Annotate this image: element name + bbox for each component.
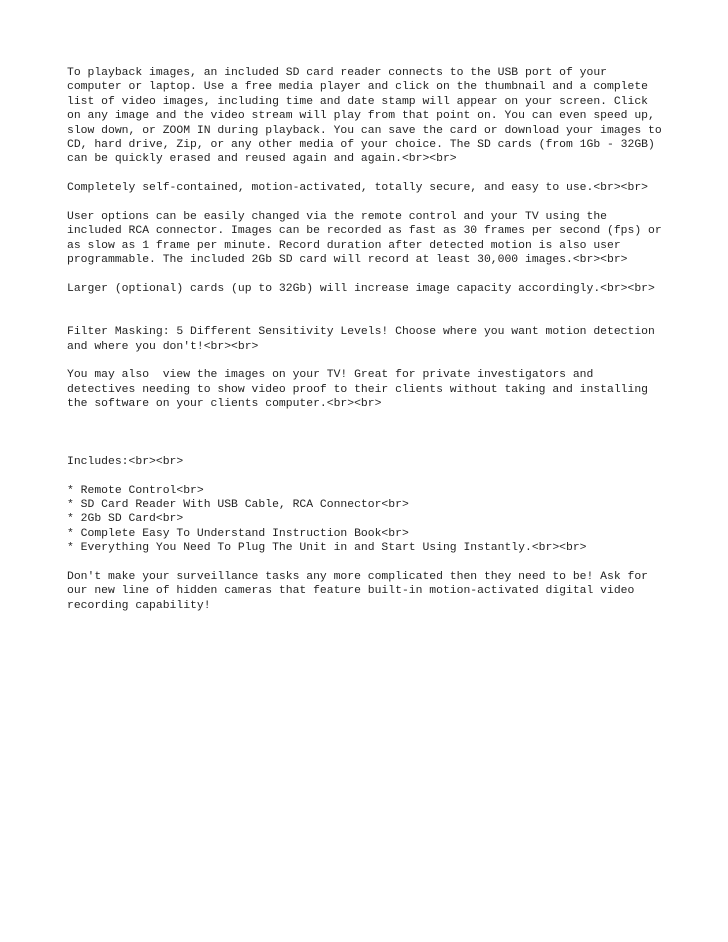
- paragraph-filter-masking: Filter Masking: 5 Different Sensitivity Levels! Choose where you want motion detection and where you don't!<br><br>: [67, 326, 662, 353]
- paragraph-view-on-tv: You may also view the images on your TV! Great for private investigators and detectives needing to show video proof to their clients without taking and installing the software on your clients computer.<br><br>: [67, 369, 655, 411]
- paragraph-self-contained: Completely self-contained, motion-activated, totally secure, and easy to use.<br><br>: [67, 182, 649, 195]
- paragraph-includes-heading: Includes:<br><br>: [67, 455, 184, 468]
- paragraph-larger-cards: Larger (optional) cards (up to 32Gb) will increase image capacity accordingly.<br><br>: [67, 283, 655, 296]
- document-page: [67, 66, 667, 613]
- paragraph-closing: Don't make your surveillance tasks any more complicated then they need to be! Ask for our new line of hidden cameras that feature built-in motion-activated digital video recording capability!: [67, 571, 655, 612]
- paragraph-user-options: User options can be easily changed via the remote control and your TV using the included RCA connector. Images can be recorded as fast as 30 frames per second (fps) or as slow as 1 frame per minute. Record duration after detected motion is also user programmable. The included 2Gb SD card will record at least 30,000 images.<br><br>: [67, 211, 669, 267]
- list-item: * 2Gb SD Card<br>: [67, 513, 184, 526]
- list-item: * Complete Easy To Understand Instruction Book<br>: [67, 527, 409, 540]
- list-item: * SD Card Reader With USB Cable, RCA Connector<br>: [67, 499, 409, 512]
- list-item: * Everything You Need To Plug The Unit in and Start Using Instantly.<br><br>: [67, 542, 587, 555]
- list-item: * Remote Control<br>: [67, 484, 204, 497]
- paragraph-playback: To playback images, an included SD card reader connects to the USB port of your computer or laptop. Use a free media player and click on the thumbnail and a complete list of video images, including time and date stamp will appear on your screen. Click on any image and the video stream will play from that point on. You can even speed up, slow down, or ZOOM IN during playback. You can save the card or download your images to CD, hard drive, Zip, or any other media of your choice. The SD cards (from 1Gb - 32GB) can be quickly erased and reused again and again.<br><br>: [67, 67, 669, 166]
